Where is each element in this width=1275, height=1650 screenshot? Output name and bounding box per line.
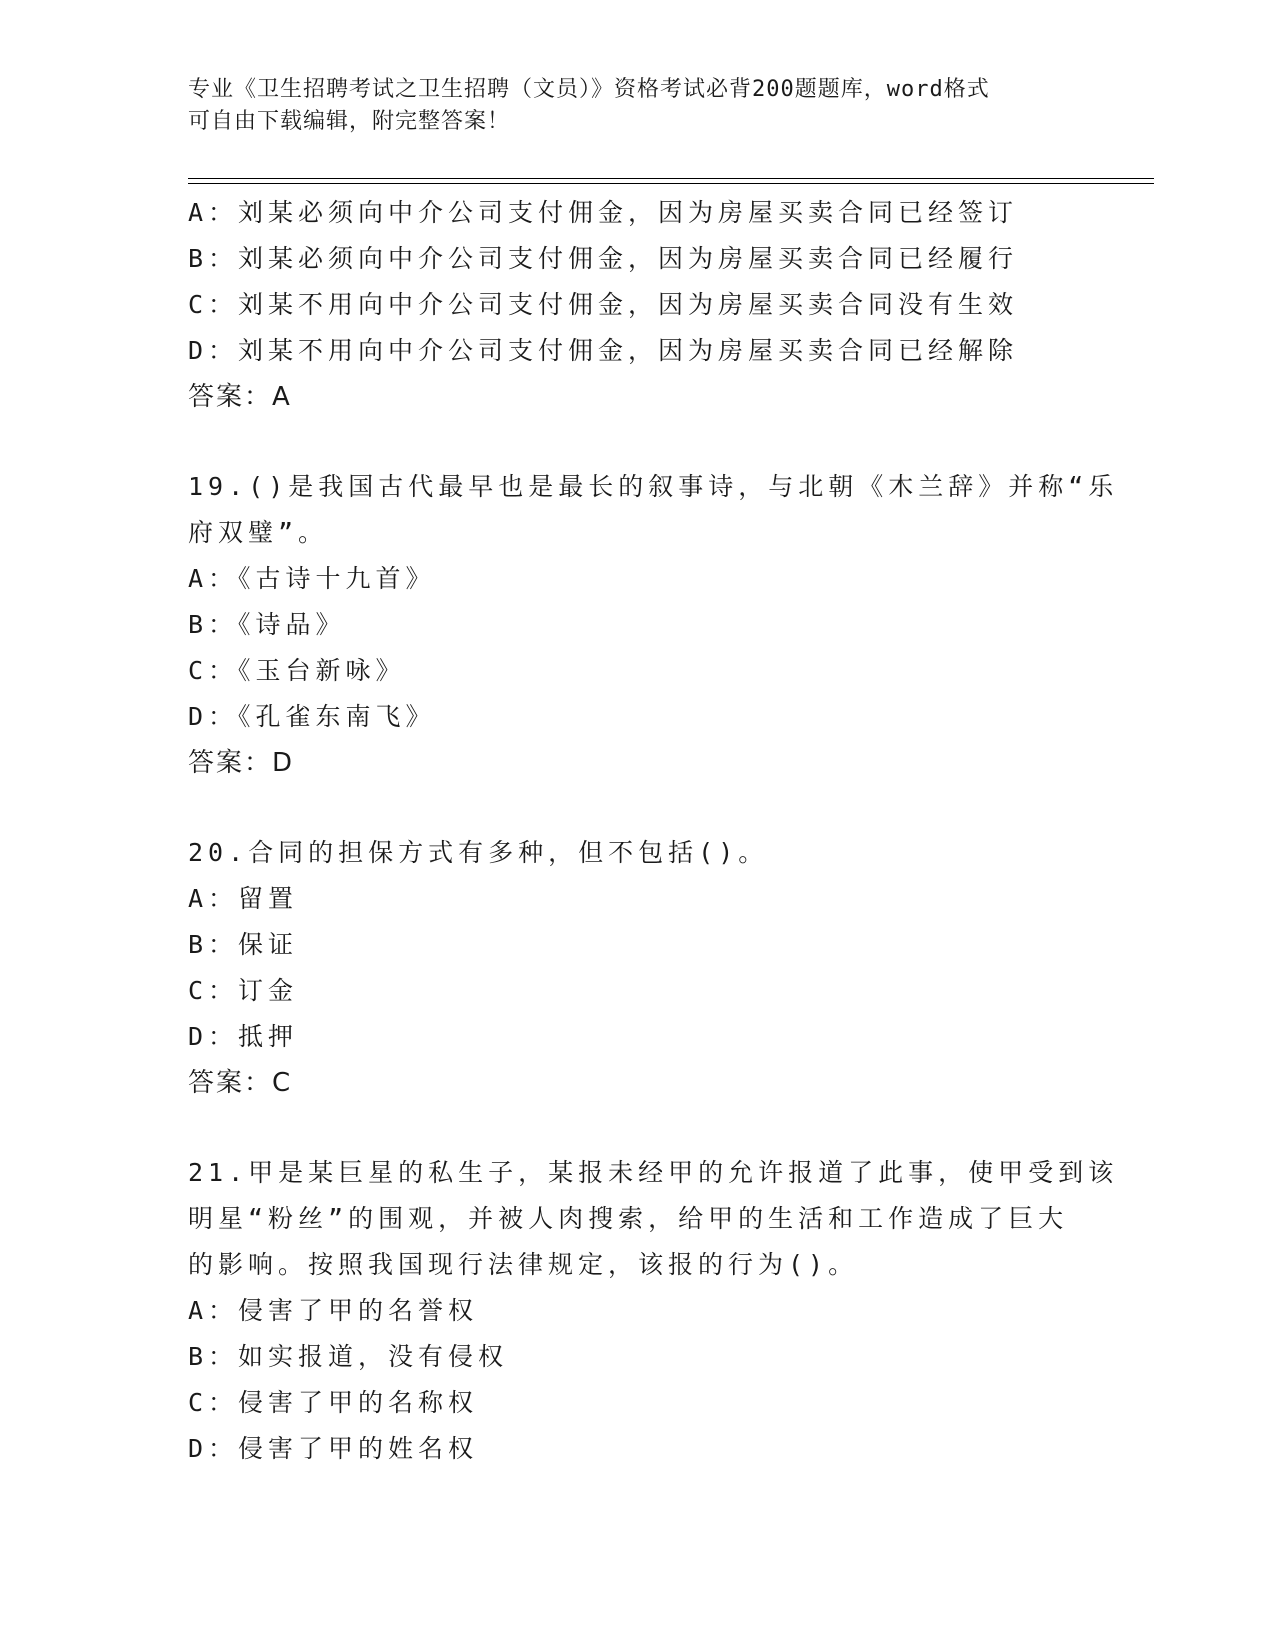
option-d: D：侵害了甲的姓名权 [188, 1434, 479, 1463]
question-stem-line: 20.合同的担保方式有多种，但不包括()。 [188, 838, 769, 867]
answer-label: 答案：C [188, 1068, 293, 1098]
question-stem-line: 府双璧”。 [188, 518, 329, 547]
option-b: B：《诗品》 [188, 610, 346, 639]
answer-label: 答案：D [188, 748, 295, 778]
question-stem-line: 19.()是我国古代最早也是最长的叙事诗，与北朝《木兰辞》并称“乐 [188, 472, 1119, 501]
option-a: A：留置 [188, 884, 299, 913]
question-18-partial [188, 190, 1088, 420]
question-stem-line: 21.甲是某巨星的私生子，某报未经甲的允许报道了此事，使甲受到该 [188, 1158, 1119, 1187]
option-b: B：刘某必须向中介公司支付佣金，因为房屋买卖合同已经履行 [188, 244, 1019, 273]
question-21 [188, 1150, 1119, 1472]
question-stem-line: 的影响。按照我国现行法律规定，该报的行为()。 [188, 1250, 859, 1279]
option-b: B：保证 [188, 930, 299, 959]
question-20 [188, 830, 1088, 1106]
header-line-2: 可自由下载编辑，附完整答案！ [188, 109, 511, 134]
option-d: D：抵押 [188, 1022, 299, 1051]
question-19 [188, 464, 1119, 786]
header-line-1: 专业《卫生招聘考试之卫生招聘（文员）》资格考试必背200题题库，word格式 [188, 77, 990, 102]
option-c: C：侵害了甲的名称权 [188, 1388, 479, 1417]
option-d: D：《孔雀东南飞》 [188, 702, 436, 731]
option-d: D：刘某不用向中介公司支付佣金，因为房屋买卖合同已经解除 [188, 336, 1019, 365]
question-list [188, 190, 1119, 1472]
document-header [188, 74, 1068, 138]
option-a: A：《古诗十九首》 [188, 564, 436, 593]
answer-label: 答案：A [188, 382, 292, 412]
header-divider-bottom [188, 183, 1154, 184]
header-divider-top [188, 178, 1154, 179]
option-c: C：订金 [188, 976, 299, 1005]
option-c: C：刘某不用向中介公司支付佣金，因为房屋买卖合同没有生效 [188, 290, 1019, 319]
question-stem-line: 明星“粉丝”的围观，并被人肉搜索，给甲的生活和工作造成了巨大 [188, 1204, 1069, 1233]
option-a: A：刘某必须向中介公司支付佣金，因为房屋买卖合同已经签订 [188, 198, 1019, 227]
option-a: A：侵害了甲的名誉权 [188, 1296, 479, 1325]
option-b: B：如实报道，没有侵权 [188, 1342, 509, 1371]
option-c: C：《玉台新咏》 [188, 656, 406, 685]
